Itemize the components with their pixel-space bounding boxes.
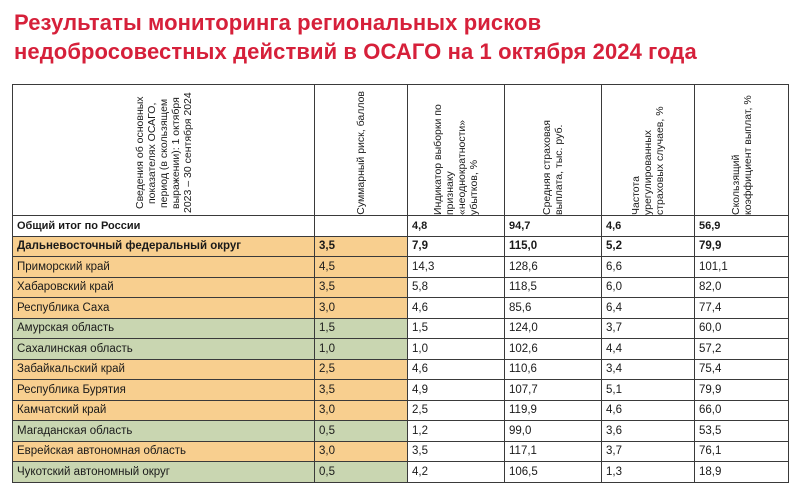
total-name: Общий итог по России xyxy=(13,216,315,237)
column-header-repeat-indicator: Индикатор выборки по признаку «неоднократности» убытков, % xyxy=(408,85,505,216)
cell-risk: 3,5 xyxy=(315,236,408,257)
table-row xyxy=(13,462,789,483)
cell-indicator: 7,9 xyxy=(408,236,505,257)
cell-frequency: 4,6 xyxy=(602,400,695,421)
cell-indicator: 4,6 xyxy=(408,298,505,319)
cell-name: Амурская область xyxy=(13,318,315,339)
table-row xyxy=(13,339,789,360)
cell-name: Сахалинская область xyxy=(13,339,315,360)
table-row xyxy=(13,400,789,421)
cell-frequency: 3,4 xyxy=(602,359,695,380)
cell-indicator: 4,9 xyxy=(408,380,505,401)
cell-risk: 2,5 xyxy=(315,359,408,380)
column-header-avg-payment: Средняя страховая выплата, тыс. руб. xyxy=(505,85,602,216)
cell-coef: 53,5 xyxy=(695,421,789,442)
cell-frequency: 6,6 xyxy=(602,257,695,278)
cell-avg-payment: 106,5 xyxy=(505,462,602,483)
cell-coef: 79,9 xyxy=(695,236,789,257)
cell-avg-payment: 128,6 xyxy=(505,257,602,278)
total-risk xyxy=(315,216,408,237)
table-row xyxy=(13,257,789,278)
cell-risk: 1,0 xyxy=(315,339,408,360)
cell-risk: 3,0 xyxy=(315,400,408,421)
cell-avg-payment: 115,0 xyxy=(505,236,602,257)
table-row xyxy=(13,441,789,462)
table-row xyxy=(13,236,789,257)
cell-coef: 57,2 xyxy=(695,339,789,360)
column-header-period: Сведения об основных показателях ОСАГО, период (в скользящем выражении): 1 октября 2023 – 30 сентября 2024 xyxy=(13,85,315,216)
cell-indicator: 1,0 xyxy=(408,339,505,360)
cell-frequency: 5,2 xyxy=(602,236,695,257)
cell-frequency: 5,1 xyxy=(602,380,695,401)
cell-avg-payment: 107,7 xyxy=(505,380,602,401)
cell-risk: 3,5 xyxy=(315,380,408,401)
column-header-total-risk: Суммарный риск, баллов xyxy=(315,85,408,216)
cell-indicator: 5,8 xyxy=(408,277,505,298)
cell-coef: 79,9 xyxy=(695,380,789,401)
cell-indicator: 4,6 xyxy=(408,359,505,380)
cell-frequency: 4,4 xyxy=(602,339,695,360)
cell-indicator: 1,2 xyxy=(408,421,505,442)
cell-frequency: 3,6 xyxy=(602,421,695,442)
cell-risk: 3,5 xyxy=(315,277,408,298)
cell-name: Республика Бурятия xyxy=(13,380,315,401)
table-row xyxy=(13,421,789,442)
cell-name: Магаданская область xyxy=(13,421,315,442)
cell-name: Дальневосточный федеральный округ xyxy=(13,236,315,257)
cell-risk: 1,5 xyxy=(315,318,408,339)
cell-avg-payment: 110,6 xyxy=(505,359,602,380)
risk-table xyxy=(12,84,789,483)
cell-name: Чукотский автономный округ xyxy=(13,462,315,483)
cell-risk: 3,0 xyxy=(315,298,408,319)
table-row xyxy=(13,298,789,319)
cell-coef: 82,0 xyxy=(695,277,789,298)
cell-avg-payment: 99,0 xyxy=(505,421,602,442)
title-line-1: Результаты мониторинга региональных рисков xyxy=(14,10,542,35)
cell-avg-payment: 102,6 xyxy=(505,339,602,360)
cell-risk: 3,0 xyxy=(315,441,408,462)
total-avg-payment: 94,7 xyxy=(505,216,602,237)
cell-coef: 75,4 xyxy=(695,359,789,380)
cell-coef: 66,0 xyxy=(695,400,789,421)
cell-name: Хабаровский край xyxy=(13,277,315,298)
cell-indicator: 4,2 xyxy=(408,462,505,483)
cell-name: Приморский край xyxy=(13,257,315,278)
cell-avg-payment: 117,1 xyxy=(505,441,602,462)
page-title xyxy=(14,8,794,66)
cell-name: Камчатский край xyxy=(13,400,315,421)
cell-frequency: 1,3 xyxy=(602,462,695,483)
cell-coef: 77,4 xyxy=(695,298,789,319)
cell-indicator: 1,5 xyxy=(408,318,505,339)
cell-coef: 101,1 xyxy=(695,257,789,278)
column-header-payout-ratio: Скользящий коэффициент выплат, % xyxy=(695,85,789,216)
cell-avg-payment: 119,9 xyxy=(505,400,602,421)
cell-indicator: 3,5 xyxy=(408,441,505,462)
table-row xyxy=(13,318,789,339)
cell-name: Республика Саха xyxy=(13,298,315,319)
total-frequency: 4,6 xyxy=(602,216,695,237)
cell-frequency: 6,4 xyxy=(602,298,695,319)
column-header-frequency: Частота урегулированных страховых случаев, % xyxy=(602,85,695,216)
table-row xyxy=(13,380,789,401)
cell-avg-payment: 118,5 xyxy=(505,277,602,298)
cell-frequency: 6,0 xyxy=(602,277,695,298)
cell-coef: 76,1 xyxy=(695,441,789,462)
table-row xyxy=(13,277,789,298)
table-row xyxy=(13,359,789,380)
cell-coef: 18,9 xyxy=(695,462,789,483)
cell-avg-payment: 85,6 xyxy=(505,298,602,319)
cell-indicator: 2,5 xyxy=(408,400,505,421)
table-header-row xyxy=(13,85,789,216)
cell-risk: 0,5 xyxy=(315,462,408,483)
cell-coef: 60,0 xyxy=(695,318,789,339)
cell-risk: 4,5 xyxy=(315,257,408,278)
total-indicator: 4,8 xyxy=(408,216,505,237)
cell-indicator: 14,3 xyxy=(408,257,505,278)
cell-name: Забайкальский край xyxy=(13,359,315,380)
table-row-total xyxy=(13,216,789,237)
cell-frequency: 3,7 xyxy=(602,441,695,462)
cell-name: Еврейская автономная область xyxy=(13,441,315,462)
cell-avg-payment: 124,0 xyxy=(505,318,602,339)
title-line-2: недобросовестных действий в ОСАГО на 1 октября 2024 года xyxy=(14,39,697,64)
total-coef: 56,9 xyxy=(695,216,789,237)
cell-frequency: 3,7 xyxy=(602,318,695,339)
cell-risk: 0,5 xyxy=(315,421,408,442)
